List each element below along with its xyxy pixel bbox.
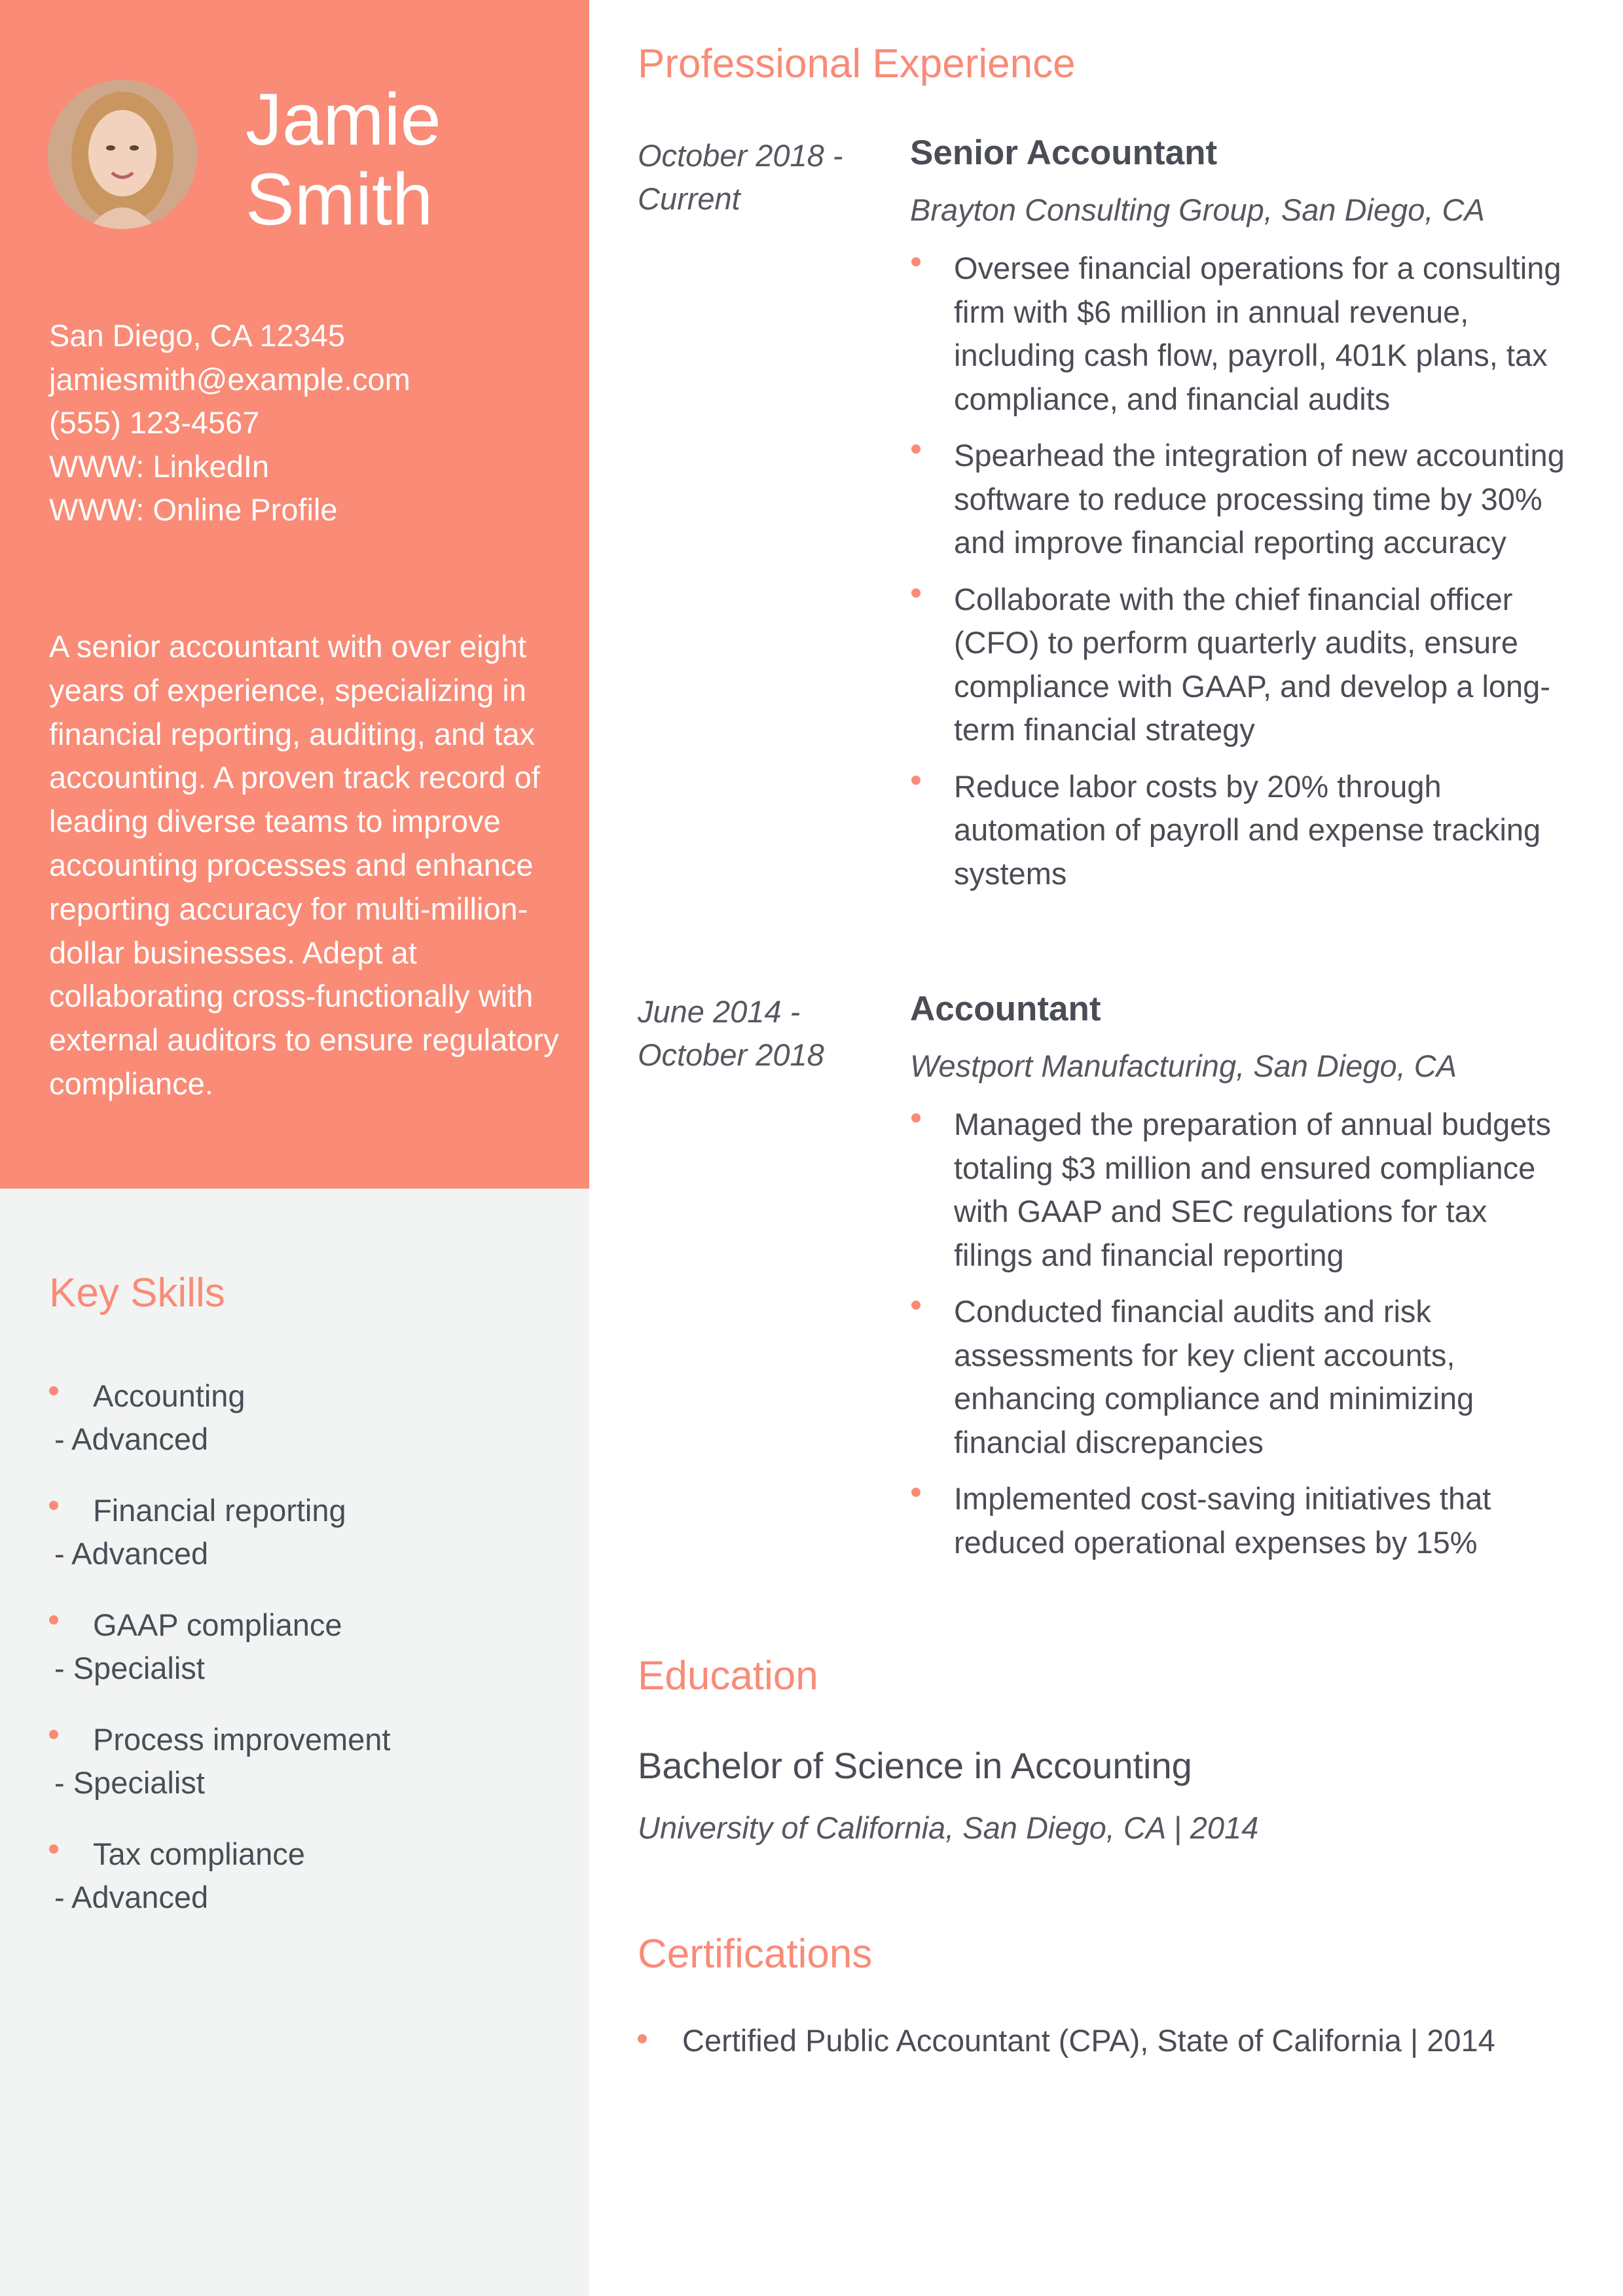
job-dates	[638, 134, 854, 221]
education-school: University of California, San Diego, CA | 2014	[638, 1810, 1259, 1845]
job-bullet: Implemented cost-saving initiatives that reduced operational expenses by 15%	[910, 1477, 1571, 1564]
sidebar-header	[0, 0, 589, 1189]
job-bullets	[910, 1103, 1571, 1577]
job-bullet: Managed the preparation of annual budgets totaling $3 million and ensured compliance with GAAP and SEC regulations for tax filings and financial reporting	[910, 1103, 1571, 1277]
last-name: Smith	[246, 158, 433, 240]
job-date-start: October 2018 -	[638, 138, 843, 173]
profile-summary: A senior accountant with over eight years of experience, specializing in financial reporting, auditing, and tax accounting. A proven track record of leading diverse teams to improve accounting processes and enhance reporting accuracy for multi-million-dollar businesses. Adept at collaborating cross-functionally with external auditors to ensure regulatory compliance.	[49, 629, 559, 1101]
job-company: Brayton Consulting Group, San Diego, CA	[910, 192, 1485, 227]
skill-level: - Advanced	[54, 1880, 209, 1914]
contact-email[interactable]: jamiesmith@example.com	[49, 361, 410, 397]
skill-item	[49, 1718, 547, 1804]
avatar	[48, 80, 197, 229]
skill-item	[49, 1489, 547, 1575]
skills-heading: Key Skills	[49, 1270, 225, 1316]
contact-linkedin[interactable]: WWW: LinkedIn	[49, 448, 270, 484]
job-title: Accountant	[910, 990, 1101, 1028]
job-dates	[638, 990, 854, 1077]
skill-name: Accounting	[49, 1374, 547, 1418]
candidate-name	[246, 80, 441, 240]
skill-name: Process improvement	[49, 1718, 547, 1761]
skill-name: GAAP compliance	[49, 1604, 547, 1647]
first-name: Jamie	[246, 79, 441, 160]
skill-item	[49, 1833, 547, 1919]
experience-heading: Professional Experience	[638, 41, 1076, 86]
job-title: Senior Accountant	[910, 134, 1218, 172]
skill-item	[49, 1374, 547, 1461]
contact-info	[49, 314, 410, 532]
job-bullet: Oversee financial operations for a consulting firm with $6 million in annual revenue, including cash flow, payroll, 401K plans, tax compliance, and financial audits	[910, 247, 1571, 421]
certification-item: Certified Public Accountant (CPA), State of California | 2014	[638, 2022, 1495, 2058]
job-date-start: June 2014 -	[638, 994, 801, 1029]
education-degree: Bachelor of Science in Accounting	[638, 1745, 1192, 1786]
job-bullet: Collaborate with the chief financial officer (CFO) to perform quarterly audits, ensure compliance with GAAP, and develop a long-term financial strategy	[910, 578, 1571, 752]
profile-photo-icon	[48, 80, 197, 229]
skill-name: Financial reporting	[49, 1489, 547, 1532]
education-heading: Education	[638, 1653, 818, 1698]
job-company: Westport Manufacturing, San Diego, CA	[910, 1049, 1457, 1083]
skill-item	[49, 1604, 547, 1690]
skill-level: - Advanced	[54, 1536, 209, 1571]
job-bullets	[910, 247, 1571, 908]
skill-name: Tax compliance	[49, 1833, 547, 1876]
job-bullet: Reduce labor costs by 20% through automation of payroll and expense tracking systems	[910, 765, 1571, 896]
certifications-heading: Certifications	[638, 1931, 873, 1977]
skill-level: - Specialist	[54, 1765, 205, 1800]
job-bullet: Conducted financial audits and risk assessments for key client accounts, enhancing compliance and minimizing financial discrepancies	[910, 1290, 1571, 1464]
skill-level: - Specialist	[54, 1651, 205, 1685]
contact-address: San Diego, CA 12345	[49, 318, 346, 353]
contact-online-profile[interactable]: WWW: Online Profile	[49, 492, 338, 527]
job-bullet: Spearhead the integration of new accounting software to reduce processing time by 30% and improve financial reporting accuracy	[910, 434, 1571, 565]
contact-phone[interactable]: (555) 123-4567	[49, 405, 260, 440]
skill-level: - Advanced	[54, 1422, 209, 1456]
job-date-end: Current	[638, 181, 740, 216]
job-date-end: October 2018	[638, 1037, 824, 1072]
skills-list	[49, 1374, 547, 1947]
sidebar	[0, 0, 589, 2296]
